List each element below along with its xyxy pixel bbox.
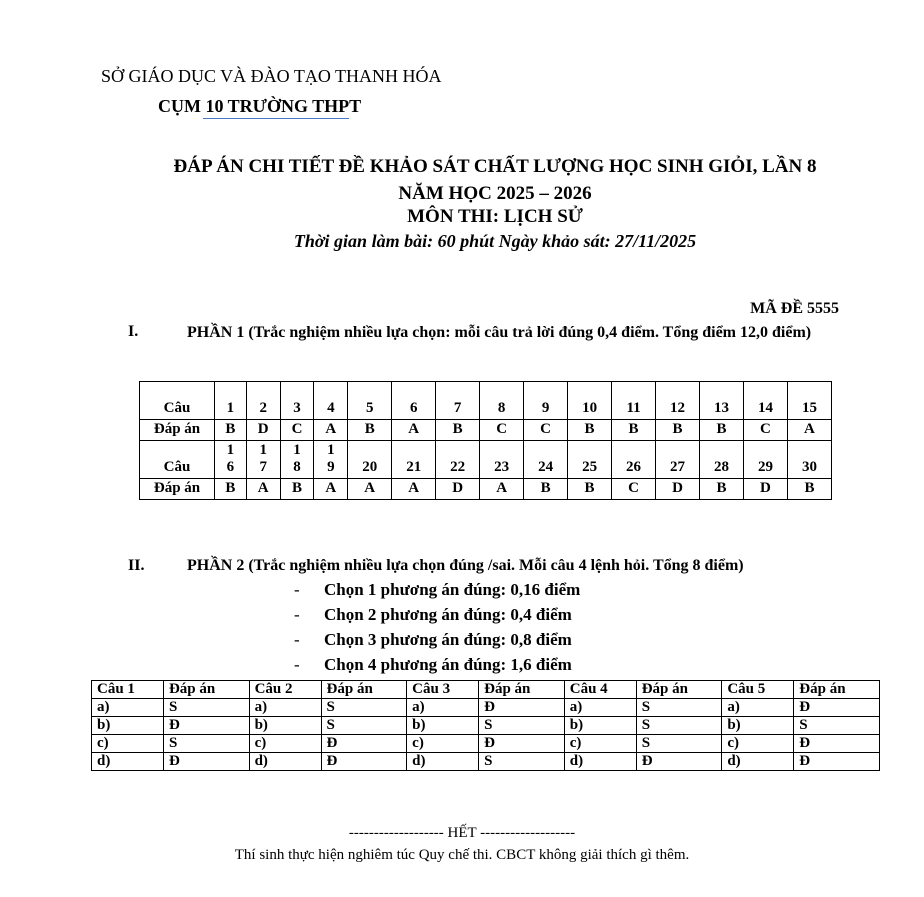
scoring-rule [294, 630, 572, 650]
question-number-cell: 8 [480, 382, 524, 420]
answer-cell: B [787, 479, 831, 500]
table-cell: c) [249, 735, 321, 753]
question-number-cell: 5 [348, 382, 392, 420]
footer-note: Thí sinh thực hiện nghiêm túc Quy chế thi. CBCT không giải thích gì thêm. [234, 847, 690, 863]
answer-cell: A [314, 479, 348, 500]
table-row [140, 382, 832, 420]
answer-cell: A [787, 420, 831, 441]
table-cell: a) [92, 699, 164, 717]
question-number-cell: 1 7 [246, 441, 280, 479]
answer-cell: B [568, 479, 612, 500]
table-cell: b) [564, 717, 636, 735]
table-cell: a) [249, 699, 321, 717]
table-cell: S [163, 699, 249, 717]
table-cell: Đ [794, 735, 880, 753]
table-cell: a) [407, 699, 479, 717]
question-number-cell: 29 [743, 441, 787, 479]
dash-icon: - [294, 655, 300, 674]
table-cell: b) [722, 717, 794, 735]
question-number-cell: 14 [743, 382, 787, 420]
table-cell: Đ [636, 753, 722, 771]
part1-heading: PHẦN 1 (Trắc nghiệm nhiều lựa chọn: mỗi câu trả lời đúng 0,4 điểm. Tổng điểm 12,0 điểm) [187, 324, 812, 341]
department-name: SỞ GIÁO DỤC VÀ ĐÀO TẠO THANH HÓA [101, 66, 442, 86]
question-number-cell: 23 [480, 441, 524, 479]
answer-cell: D [656, 479, 700, 500]
exam-code: MÃ ĐỀ 5555 [750, 300, 839, 317]
answer-cell: C [612, 479, 656, 500]
scoring-rule-text: Chọn 1 phương án đúng: 0,16 điểm [324, 580, 581, 599]
table-cell: a) [722, 699, 794, 717]
scoring-rule-text: Chọn 3 phương án đúng: 0,8 điểm [324, 630, 572, 649]
part2-answer-table [91, 680, 880, 771]
table-cell: Đ [321, 753, 407, 771]
table-cell: Đ [794, 753, 880, 771]
answer-cell: C [524, 420, 568, 441]
answer-cell: A [314, 420, 348, 441]
end-marker: ------------------- HẾT ------------------- [348, 825, 576, 841]
table-header-cell: Câu 2 [249, 681, 321, 699]
answer-cell: C [480, 420, 524, 441]
table-header-cell: Đáp án [479, 681, 565, 699]
scoring-rule [294, 605, 572, 625]
table-cell: d) [92, 753, 164, 771]
table-header-cell: Câu 5 [722, 681, 794, 699]
answer-cell: B [348, 420, 392, 441]
table-cell: c) [407, 735, 479, 753]
question-number-cell: 10 [568, 382, 612, 420]
question-number-cell: 2 [246, 382, 280, 420]
question-number-cell: 9 [524, 382, 568, 420]
document-title: ĐÁP ÁN CHI TIẾT ĐỀ KHẢO SÁT CHẤT LƯỢNG HỌC SINH GIỎI, LẦN 8 [173, 156, 817, 177]
cluster-underline [203, 118, 349, 119]
question-number-cell: 1 9 [314, 441, 348, 479]
question-number-cell: 20 [348, 441, 392, 479]
question-number-cell: 26 [612, 441, 656, 479]
question-number-cell: 15 [787, 382, 831, 420]
table-cell: c) [92, 735, 164, 753]
scoring-rule [294, 580, 580, 600]
question-number-cell: 1 6 [215, 441, 247, 479]
table-cell: c) [564, 735, 636, 753]
table-header-cell: Câu 1 [92, 681, 164, 699]
question-number-cell: 13 [699, 382, 743, 420]
answer-cell: B [215, 420, 247, 441]
question-number-cell: 1 8 [280, 441, 314, 479]
table-header-cell: Câu 3 [407, 681, 479, 699]
exam-time-date: Thời gian làm bài: 60 phút Ngày khảo sát: 27/11/2025 [293, 231, 697, 251]
answer-cell: B [612, 420, 656, 441]
row-label: Đáp án [140, 420, 215, 441]
question-number-cell: 11 [612, 382, 656, 420]
answer-cell: B [656, 420, 700, 441]
table-cell: d) [564, 753, 636, 771]
table-cell: S [321, 717, 407, 735]
table-header-row [92, 681, 880, 699]
row-label: Câu [140, 441, 215, 479]
part2-number: II. [128, 557, 145, 574]
table-cell: S [479, 717, 565, 735]
table-header-cell: Đáp án [794, 681, 880, 699]
question-number-cell: 12 [656, 382, 700, 420]
answer-cell: B [436, 420, 480, 441]
table-cell: c) [722, 735, 794, 753]
table-cell: b) [92, 717, 164, 735]
answer-cell: B [699, 479, 743, 500]
table-cell: Đ [479, 699, 565, 717]
table-cell: S [163, 735, 249, 753]
answer-cell: B [699, 420, 743, 441]
dash-icon: - [294, 630, 300, 649]
table-cell: b) [407, 717, 479, 735]
school-year: NĂM HỌC 2025 – 2026 [398, 183, 592, 204]
table-cell: S [636, 699, 722, 717]
table-header-cell: Đáp án [321, 681, 407, 699]
row-label: Đáp án [140, 479, 215, 500]
part1-number: I. [128, 323, 139, 340]
scoring-rule [294, 655, 572, 675]
question-number-cell: 25 [568, 441, 612, 479]
table-cell: S [794, 717, 880, 735]
table-row [92, 717, 880, 735]
table-cell: d) [407, 753, 479, 771]
table-cell: S [636, 717, 722, 735]
question-number-cell: 22 [436, 441, 480, 479]
answer-cell: A [480, 479, 524, 500]
table-cell: b) [249, 717, 321, 735]
dash-icon: - [294, 580, 300, 599]
answer-cell: D [436, 479, 480, 500]
table-row [92, 699, 880, 717]
answer-cell: C [280, 420, 314, 441]
table-row [140, 479, 832, 500]
scoring-rule-text: Chọn 4 phương án đúng: 1,6 điểm [324, 655, 572, 674]
answer-cell: D [246, 420, 280, 441]
question-number-cell: 1 [215, 382, 247, 420]
answer-cell: B [568, 420, 612, 441]
table-row [140, 420, 832, 441]
question-number-cell: 3 [280, 382, 314, 420]
table-row [140, 441, 832, 479]
table-cell: Đ [163, 753, 249, 771]
row-label: Câu [140, 382, 215, 420]
answer-cell: A [246, 479, 280, 500]
table-cell: d) [722, 753, 794, 771]
table-cell: S [636, 735, 722, 753]
answer-cell: B [524, 479, 568, 500]
part1-answer-table [139, 381, 832, 500]
answer-cell: A [392, 479, 436, 500]
question-number-cell: 4 [314, 382, 348, 420]
answer-cell: B [215, 479, 247, 500]
question-number-cell: 6 [392, 382, 436, 420]
table-cell: d) [249, 753, 321, 771]
table-header-cell: Đáp án [636, 681, 722, 699]
question-number-cell: 28 [699, 441, 743, 479]
table-cell: Đ [163, 717, 249, 735]
question-number-cell: 7 [436, 382, 480, 420]
cluster-name: CỤM 10 TRƯỜNG THPT [158, 96, 362, 116]
table-cell: S [321, 699, 407, 717]
table-cell: Đ [479, 735, 565, 753]
subject: MÔN THI: LỊCH SỬ [407, 206, 583, 227]
question-number-cell: 24 [524, 441, 568, 479]
answer-cell: B [280, 479, 314, 500]
part2-heading: PHẦN 2 (Trắc nghiệm nhiều lựa chọn đúng /sai. Mỗi câu 4 lệnh hỏi. Tổng 8 điểm) [187, 557, 744, 574]
table-header-cell: Đáp án [163, 681, 249, 699]
question-number-cell: 27 [656, 441, 700, 479]
question-number-cell: 30 [787, 441, 831, 479]
dash-icon: - [294, 605, 300, 624]
answer-cell: C [743, 420, 787, 441]
table-cell: a) [564, 699, 636, 717]
table-row [92, 735, 880, 753]
answer-cell: A [348, 479, 392, 500]
table-cell: S [479, 753, 565, 771]
answer-cell: D [743, 479, 787, 500]
answer-cell: A [392, 420, 436, 441]
table-cell: Đ [321, 735, 407, 753]
question-number-cell: 21 [392, 441, 436, 479]
scoring-rule-text: Chọn 2 phương án đúng: 0,4 điểm [324, 605, 572, 624]
table-cell: Đ [794, 699, 880, 717]
table-header-cell: Câu 4 [564, 681, 636, 699]
table-row [92, 753, 880, 771]
